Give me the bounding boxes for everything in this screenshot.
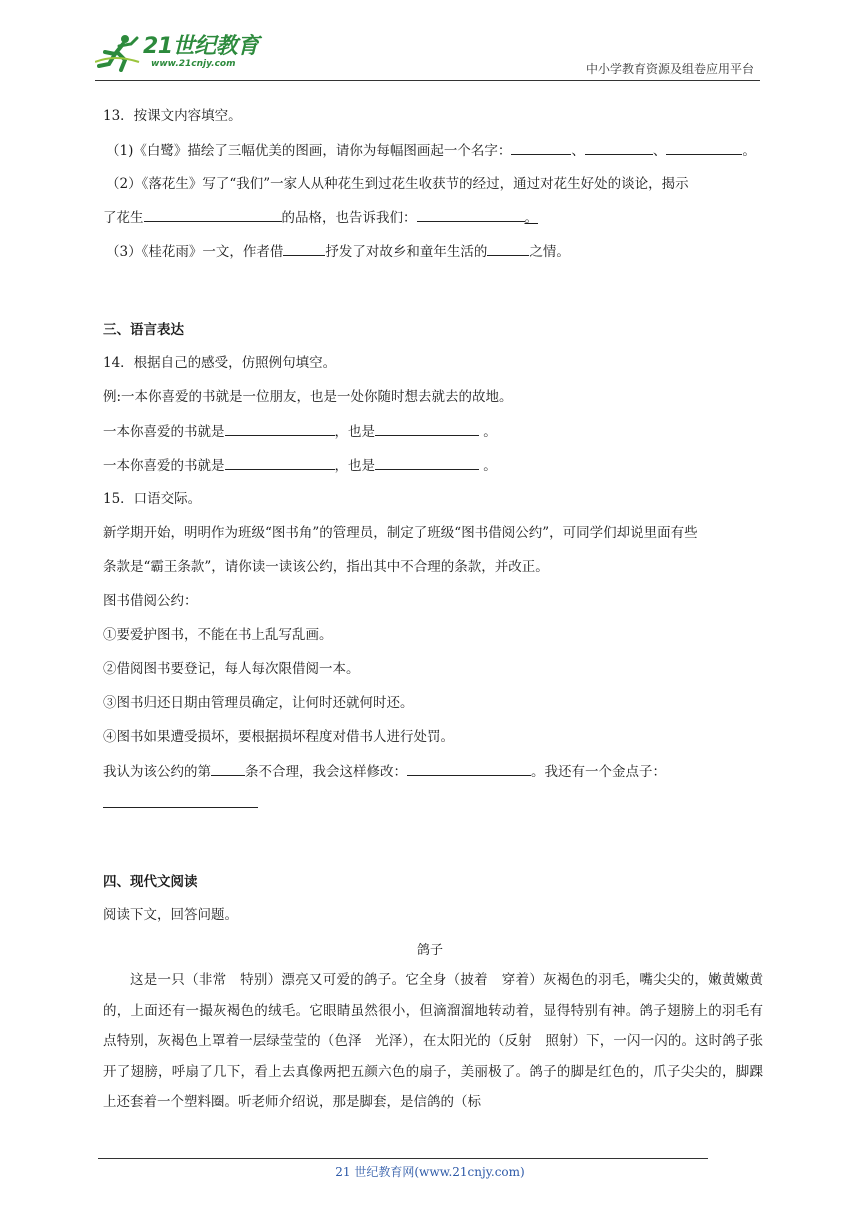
q15-answer [103,761,666,782]
q13-p3-text: （3）《桂花雨》一文，作者借 [106,244,284,260]
q13-part1 [106,140,756,161]
q13-p2-text: 了花生 [103,210,144,226]
q13-p3-text: 之情。 [529,244,570,260]
fill-text: 一本你喜爱的书就是 [103,424,225,440]
period: 。 [524,210,538,226]
q15-intro-line2: 条款是“霸王条款”，请你读一读该公约，指出其中不合理的条款，并改正。 [103,559,549,575]
answer-blank[interactable] [225,421,335,436]
answer-blank[interactable] [211,761,245,776]
period: 。 [483,424,497,440]
passage-body: 这是一只（非常 特别）漂亮又可爱的鸽子。它全身（披着 穿着）灰褐色的羽毛，嘴尖尖的，嫩黄嫩黄的，上面还有一撮灰褐色的绒毛。它眼睛虽然很小，但滴溜溜地转动着，显得特别有神。鸽子翅膀上的羽毛有点特别，灰褐色上罩着一层绿莹莹的（色泽 光泽），在太阳光的（反射 照射）下，一闪一闪的。这时鸽子张开了翅膀，呼扇了几下，看上去真像两把五颜六色的扇子，美丽极了。鸽子的脚是红色的，爪子尖尖的，脚踝上还套着一个塑料圈。听老师介绍说，那是脚套，是信鸽的（标 [103,972,763,1110]
answer-text: 。我还有一个金点子： [531,764,666,780]
answer-blank[interactable] [283,241,325,256]
q13-p1-text: （1)《白鹭》描绘了三幅优美的图画，请你为每幅图画起一个名字： [106,143,512,159]
answer-blank[interactable] [585,140,653,155]
rules-title: 图书借阅公约： [103,593,198,609]
separator: 、 [652,143,667,159]
logo-title: 21世纪教育 [143,34,259,59]
section-3-title: 三、语言表达 [103,322,184,338]
passage-title: 鸽子 [416,943,443,958]
rule-item: ③图书归还日期由管理员确定，让何时还就何时还。 [103,695,414,711]
platform-label: 中小学教育资源及组卷应用平台 [585,62,754,76]
answer-blank[interactable] [225,455,335,470]
fill-text: ，也是 [334,458,375,474]
answer-blank[interactable] [103,793,258,808]
q15-answer-line2 [103,793,258,814]
answer-text: 我认为该公约的第 [103,764,211,780]
q13-part2-line1: （2）《落花生》写了“我们”一家人从种花生到过花生收获节的经过，通过对花生好处的谈论，揭示 [106,176,689,192]
rule-item: ④图书如果遭受损坏，要根据损坏程度对借书人进行处罚。 [103,729,454,745]
q13-p2-text: 的品格，也告诉我们： [281,210,417,226]
separator: 、 [571,143,585,159]
q15-intro-line1: 新学期开始，明明作为班级“图书角”的管理员，制定了班级“图书借阅公约”，可同学们却说里面有些 [103,525,698,541]
q13-part3 [106,241,570,262]
footer-divider [98,1158,708,1159]
period: 。 [742,143,756,159]
answer-blank[interactable] [407,761,531,776]
q14-fill-1 [103,421,497,442]
logo-url: www.21cnjy.com [151,59,236,69]
runner-logo-icon [95,32,141,72]
rule-item: ①要爱护图书，不能在书上乱写乱画。 [103,627,333,643]
period: 。 [483,458,497,474]
logo [95,32,259,72]
q13-part2-line2 [103,207,538,228]
fill-text: ，也是 [334,424,375,440]
answer-blank[interactable] [666,140,742,155]
footer-text: 21 世纪教育网(www.21cnjy.com) [335,1165,525,1179]
rule-item: ②借阅图书要登记，每人每次限借阅一本。 [103,661,360,677]
answer-blank[interactable] [417,207,525,222]
answer-text: 条不合理，我会这样修改： [245,764,407,780]
q15-title: 15．口语交际。 [103,491,202,507]
answer-blank[interactable] [487,241,529,256]
q14-example: 例:一本你喜爱的书就是一位朋友，也是一处你随时想去就去的故地。 [103,389,513,405]
answer-blank[interactable] [375,455,479,470]
page-header [95,30,760,81]
q13-p3-text: 抒发了对故乡和童年生活的 [325,244,488,260]
fill-text: 一本你喜爱的书就是 [103,458,225,474]
q14-fill-2 [103,455,497,476]
section-4-title: 四、现代文阅读 [103,874,198,890]
answer-blank[interactable] [511,140,571,155]
q13-title: 13．按课文内容填空。 [103,108,242,124]
q14-title: 14．根据自己的感受，仿照例句填空。 [103,355,337,371]
reading-instruction: 阅读下文，回答问题。 [103,907,238,923]
answer-blank[interactable] [375,421,479,436]
answer-blank[interactable] [144,207,282,222]
